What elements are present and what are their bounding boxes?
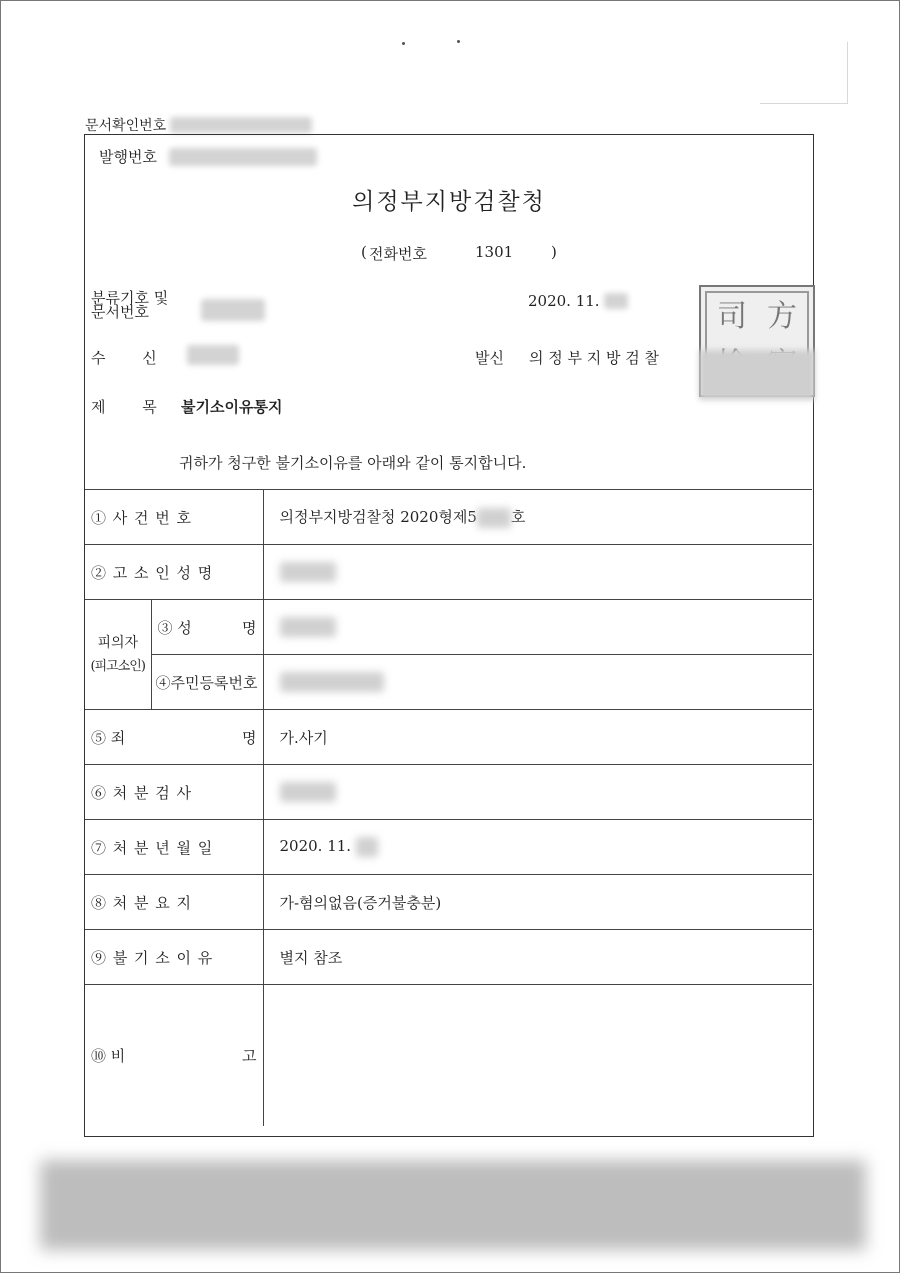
case-number-label: ① 사 건 번 호	[85, 490, 263, 545]
document-date	[528, 292, 628, 310]
redacted-case-number	[477, 508, 511, 528]
redacted-classification	[201, 299, 265, 321]
redacted-footer	[40, 1160, 866, 1250]
table-row	[85, 875, 812, 930]
remarks-label-start: ⑩ 비	[91, 1046, 126, 1065]
table-row	[85, 655, 812, 710]
charge-value: 가.사기	[263, 710, 812, 765]
prosecutor-label: ⑥ 처 분 검 사	[85, 765, 263, 820]
document-confirm-number	[85, 115, 312, 135]
table-row	[85, 930, 812, 985]
redacted-confirm-number	[170, 117, 312, 133]
table-row	[85, 545, 812, 600]
charge-label-end: 명	[242, 728, 257, 747]
phone-label: 전화번호	[369, 245, 427, 263]
redacted-prosecutor	[280, 782, 336, 802]
prosecutor-value	[263, 765, 812, 820]
suspect-name-label-start: ③ 성	[157, 618, 192, 637]
phone-close-paren: )	[551, 243, 557, 261]
redacted-disposal-day	[356, 837, 378, 857]
disposal-summary-value: 가-혐의없음(증거불충분)	[263, 875, 812, 930]
suspect-group-line1: 피의자	[97, 634, 139, 651]
charge-label	[85, 710, 263, 765]
issue-number-label: 발행번호	[99, 148, 157, 166]
case-number-suffix: 호	[510, 508, 526, 526]
classification-label-line1: 분류기호 및	[91, 289, 169, 307]
redacted-date-day	[604, 293, 628, 309]
redacted-recipient	[187, 345, 239, 365]
confirm-number-label: 문서확인번호	[85, 118, 167, 134]
remarks-label	[85, 985, 263, 1126]
table-row	[85, 985, 812, 1126]
document-date-value: 2020. 11.	[528, 292, 600, 310]
redacted-seal-area	[699, 350, 815, 400]
subject-label: 제 목	[91, 398, 157, 416]
disposal-date-value	[263, 820, 812, 875]
issue-number	[99, 146, 317, 167]
remarks-value	[263, 985, 812, 1126]
org-title: 의정부지방검찰청	[352, 189, 546, 215]
redacted-suspect-id	[280, 672, 384, 692]
redacted-complainant	[280, 562, 336, 582]
suspect-name-value	[263, 600, 812, 655]
remarks-label-end: 고	[242, 1046, 257, 1065]
sender-name: 의 정 부 지 방 검 찰	[529, 349, 660, 367]
phone-open-paren: (	[361, 243, 367, 261]
suspect-group-line2: (피고소인)	[90, 658, 145, 674]
redacted-suspect-name	[280, 617, 336, 637]
recipient-label: 수 신	[91, 349, 157, 367]
scan-artifact	[760, 42, 848, 104]
document-frame	[84, 134, 814, 1137]
table-row	[85, 600, 812, 655]
suspect-name-label	[151, 600, 263, 655]
case-info-table	[85, 489, 812, 1126]
table-row	[85, 710, 812, 765]
disposal-summary-label: ⑧ 처 분 요 지	[85, 875, 263, 930]
charge-label-start: ⑤ 죄	[91, 728, 126, 747]
table-row	[85, 820, 812, 875]
classification-label-line2: 문서번호	[91, 303, 149, 321]
suspect-name-label-end: 명	[242, 618, 257, 637]
redacted-issue-number	[169, 148, 317, 166]
seal-char: 方	[767, 299, 797, 334]
sender-label: 발신	[475, 349, 504, 367]
disposal-date-text: 2020. 11.	[279, 837, 352, 855]
notice-text: 귀하가 청구한 불기소이유를 아래와 같이 통지합니다.	[179, 454, 527, 472]
reason-label: ⑨ 불 기 소 이 유	[85, 930, 263, 985]
reason-value: 별지 참조	[263, 930, 812, 985]
case-number-value	[263, 490, 812, 545]
suspect-id-label: ④주민등록번호	[151, 655, 263, 710]
disposal-date-label: ⑦ 처 분 년 월 일	[85, 820, 263, 875]
complainant-value	[263, 545, 812, 600]
suspect-group-label	[85, 600, 151, 710]
suspect-id-value	[263, 655, 812, 710]
subject-value: 불기소이유통지	[181, 398, 283, 416]
scan-dot	[457, 40, 460, 43]
case-number-prefix: 의정부지방검찰청 2020형제5	[279, 508, 477, 526]
scan-dot	[402, 42, 405, 45]
table-row	[85, 490, 812, 545]
seal-char: 司	[717, 299, 747, 334]
phone-number: 1301	[475, 243, 514, 261]
complainant-label: ② 고 소 인 성 명	[85, 545, 263, 600]
table-row	[85, 765, 812, 820]
